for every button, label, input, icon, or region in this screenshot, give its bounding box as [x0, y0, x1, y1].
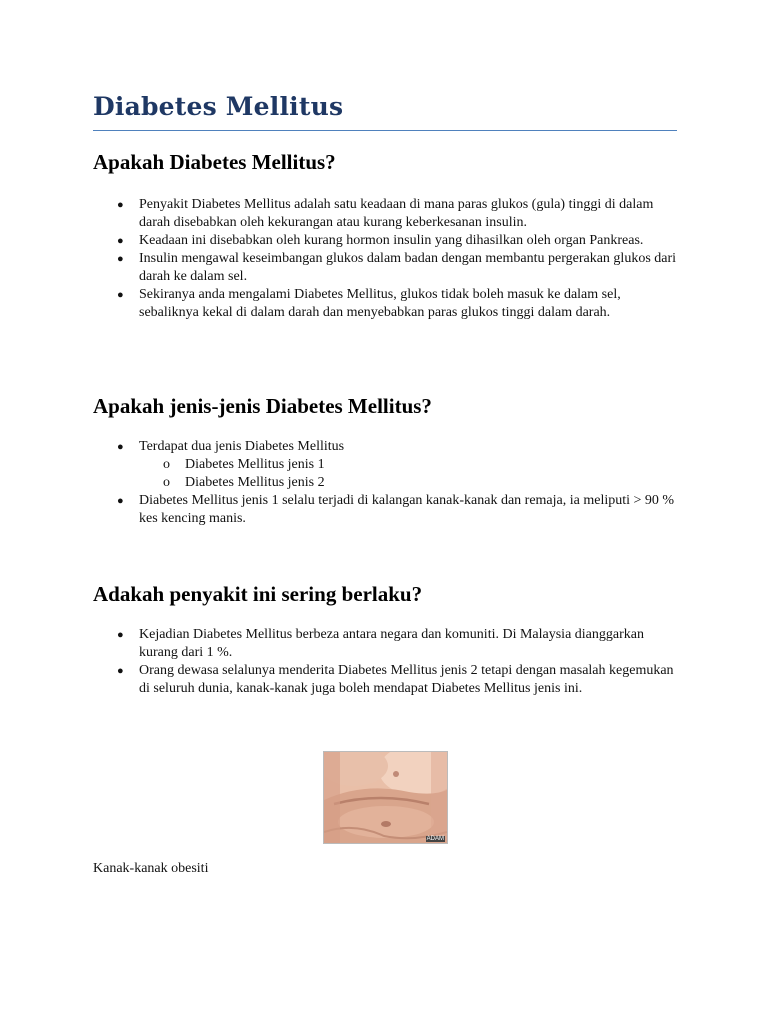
section-heading-prevalence: Adakah penyakit ini sering berlaku? — [93, 582, 423, 606]
bullet-icon: ● — [117, 495, 124, 507]
circle-bullet-icon: o — [163, 475, 170, 490]
list-item: ● Penyakit Diabetes Mellitus adalah satu keadaan di mana paras glukos (gula) tinggi di dalam darah disebabkan oleh kekurangan atau kurang keberkesanan insulin. — [117, 197, 654, 230]
bullet-icon: ● — [117, 629, 124, 641]
bullet-icon: ● — [117, 235, 124, 247]
bullet-icon: ● — [117, 665, 124, 677]
list-item: ● Keadaan ini disebabkan oleh kurang hormon insulin yang dihasilkan oleh organ Pankreas. — [117, 233, 644, 248]
list-item: ● Orang dewasa selalunya menderita Diabetes Mellitus jenis 2 tetapi dengan masalah kegemukan di seluruh dunia, kanak-kanak juga boleh mendapat Diabetes Mellitus jenis ini. — [117, 663, 674, 696]
sub-list-item: o Diabetes Mellitus jenis 1 — [163, 457, 325, 472]
bullet-list-types — [93, 438, 683, 528]
list-item: ● Kejadian Diabetes Mellitus berbeza antara negara dan komuniti. Di Malaysia dianggarkan kurang dari 1 %. — [117, 627, 644, 660]
document-title: Diabetes Mellitus — [93, 92, 344, 121]
circle-bullet-icon: o — [163, 457, 170, 472]
image-watermark: ADAM — [426, 836, 444, 842]
sub-list-item: o Diabetes Mellitus jenis 2 — [163, 475, 325, 490]
list-item: ● Diabetes Mellitus jenis 1 selalu terjadi di kalangan kanak-kanak dan remaja, ia meliputi > 90 % kes kencing manis. — [117, 493, 675, 526]
bullet-list-what-is — [93, 196, 683, 322]
bullet-icon: ● — [117, 289, 124, 301]
bullet-icon: ● — [117, 253, 124, 265]
list-item: ● Insulin mengawal keseimbangan glukos dalam badan dengan membantu pergerakan glukos dari darah ke dalam sel. — [117, 251, 677, 284]
sub-list-types — [139, 456, 683, 492]
bullet-icon: ● — [117, 199, 124, 211]
section-heading-what-is: Apakah Diabetes Mellitus? — [93, 150, 336, 174]
section-heading-types: Apakah jenis-jenis Diabetes Mellitus? — [93, 394, 432, 418]
list-item: ● Sekiranya anda mengalami Diabetes Mellitus, glukos tidak boleh masuk ke dalam sel, sebaliknya kekal di dalam darah dan menyebabkan paras glukos tinggi dalam darah. — [117, 287, 621, 320]
photo-illustration — [324, 752, 447, 843]
title-underline — [93, 130, 677, 131]
obese-child-belly-photo-icon — [323, 751, 448, 844]
list-item: ● Terdapat dua jenis Diabetes Mellitus o Diabetes Mellitus jenis 1 o Diabetes Mellitus jenis 2 — [93, 438, 683, 492]
bullet-icon: ● — [117, 441, 124, 453]
bullet-list-prevalence — [93, 626, 683, 698]
image-caption: Kanak-kanak obesiti — [93, 861, 209, 876]
